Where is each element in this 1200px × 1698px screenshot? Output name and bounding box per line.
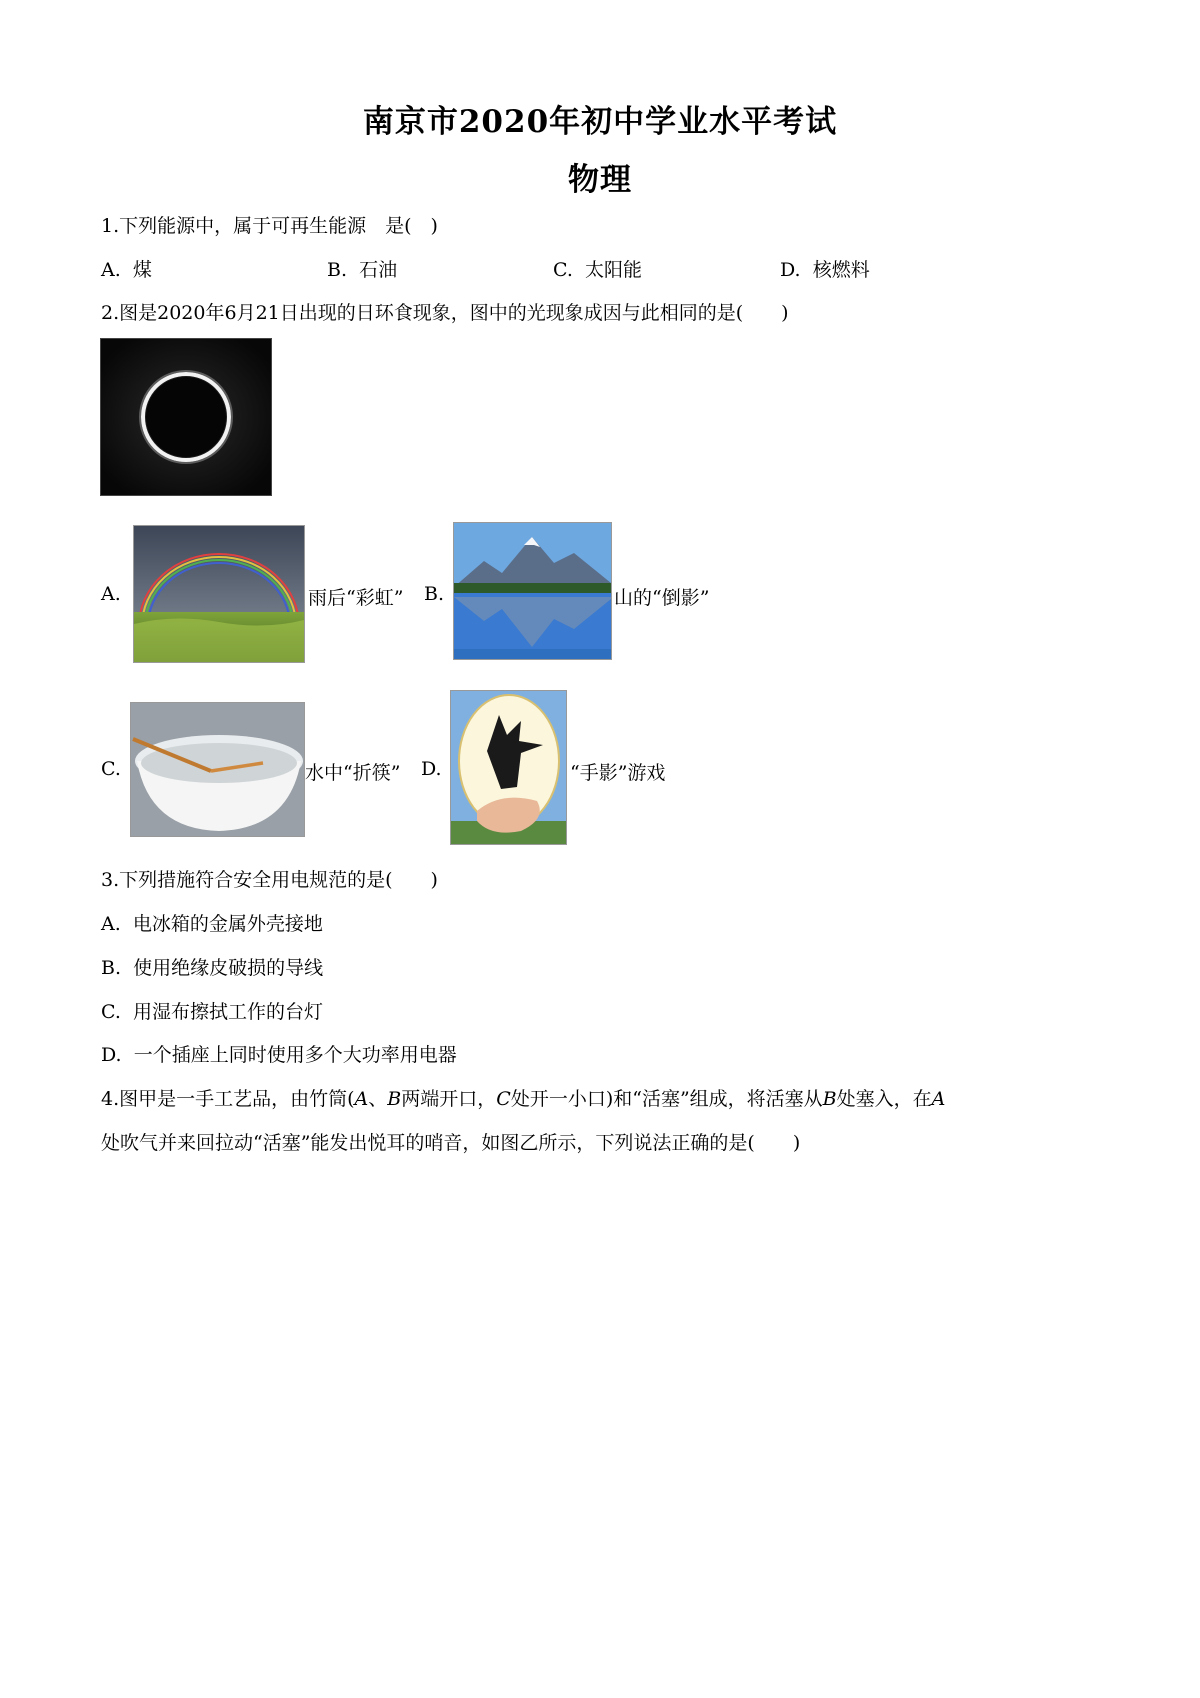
rainbow-image <box>133 525 305 663</box>
variable-b: B <box>387 1088 402 1110</box>
option-text: 核燃料 <box>812 259 870 281</box>
option-label: C. <box>553 259 573 281</box>
option-label: B. <box>101 957 122 979</box>
variable-b: B <box>822 1088 837 1110</box>
option-text: 煤 <box>132 259 152 281</box>
q4-stem-line1 <box>101 1084 945 1111</box>
q4-text: 4.图甲是一手工艺品，由竹筒( <box>101 1088 355 1110</box>
option-label: B. <box>327 259 348 281</box>
q2-option-c-label: C. <box>101 758 121 780</box>
q1-option-a <box>101 255 152 282</box>
q2-stem: 2.图是2020年6月21日出现的日环食现象，图中的光现象成因与此相同的是( ) <box>101 302 789 324</box>
q3-option-c <box>101 997 323 1024</box>
q1-option-c <box>553 255 642 282</box>
option-text: 一个插座上同时使用多个大功率用电器 <box>133 1044 457 1066</box>
q3-option-a <box>101 909 323 936</box>
variable-a: A <box>354 1088 369 1110</box>
option-text: 电冰箱的金属外壳接地 <box>132 913 323 935</box>
q2-option-c-text: 水中“折筷” <box>305 762 401 784</box>
q3-stem: 3.下列措施符合安全用电规范的是( ) <box>101 869 438 891</box>
option-label: D. <box>101 1044 122 1066</box>
option-label: D. <box>780 259 801 281</box>
option-label: A. <box>101 259 121 281</box>
q3-option-d <box>101 1040 457 1067</box>
q2-option-d-label: D. <box>421 758 442 780</box>
eclipse-image <box>100 338 272 496</box>
exam-title: 南京市2020年初中学业水平考试 <box>362 104 838 140</box>
q4-text: 两端开口， <box>401 1088 497 1110</box>
mountain-reflection-image <box>453 522 612 660</box>
q4-text: 、 <box>368 1088 388 1110</box>
variable-a: A <box>931 1088 946 1110</box>
q1-option-d <box>780 255 870 282</box>
hand-shadow-image <box>450 690 567 845</box>
q1-stem: 1.下列能源中，属于可再生能源 是( ) <box>101 215 438 237</box>
option-text: 太阳能 <box>585 259 643 281</box>
option-label: C. <box>101 1001 121 1023</box>
option-text: 使用绝缘皮破损的导线 <box>133 957 324 979</box>
exam-subject: 物理 <box>568 162 632 198</box>
q4-text: 处塞入，在 <box>836 1088 932 1110</box>
option-text: 用湿布擦拭工作的台灯 <box>133 1001 324 1023</box>
q2-option-b-label: B. <box>424 583 445 605</box>
q2-option-a-label: A. <box>101 583 121 605</box>
bent-chopsticks-image <box>130 702 305 837</box>
q4-text: 处开一小口)和“活塞”组成，将活塞从 <box>510 1088 823 1110</box>
variable-c: C <box>496 1088 511 1110</box>
option-label: A. <box>101 913 121 935</box>
q1-option-b <box>327 255 397 282</box>
q2-option-d-text: “手影”游戏 <box>570 762 666 784</box>
q2-option-a-text: 雨后“彩虹” <box>308 587 404 609</box>
q3-option-b <box>101 953 323 980</box>
q4-stem-line2: 处吹气并来回拉动“活塞”能发出悦耳的哨音，如图乙所示，下列说法正确的是( ) <box>101 1132 801 1154</box>
option-text: 石油 <box>359 259 398 281</box>
q2-option-b-text: 山的“倒影” <box>614 587 710 609</box>
